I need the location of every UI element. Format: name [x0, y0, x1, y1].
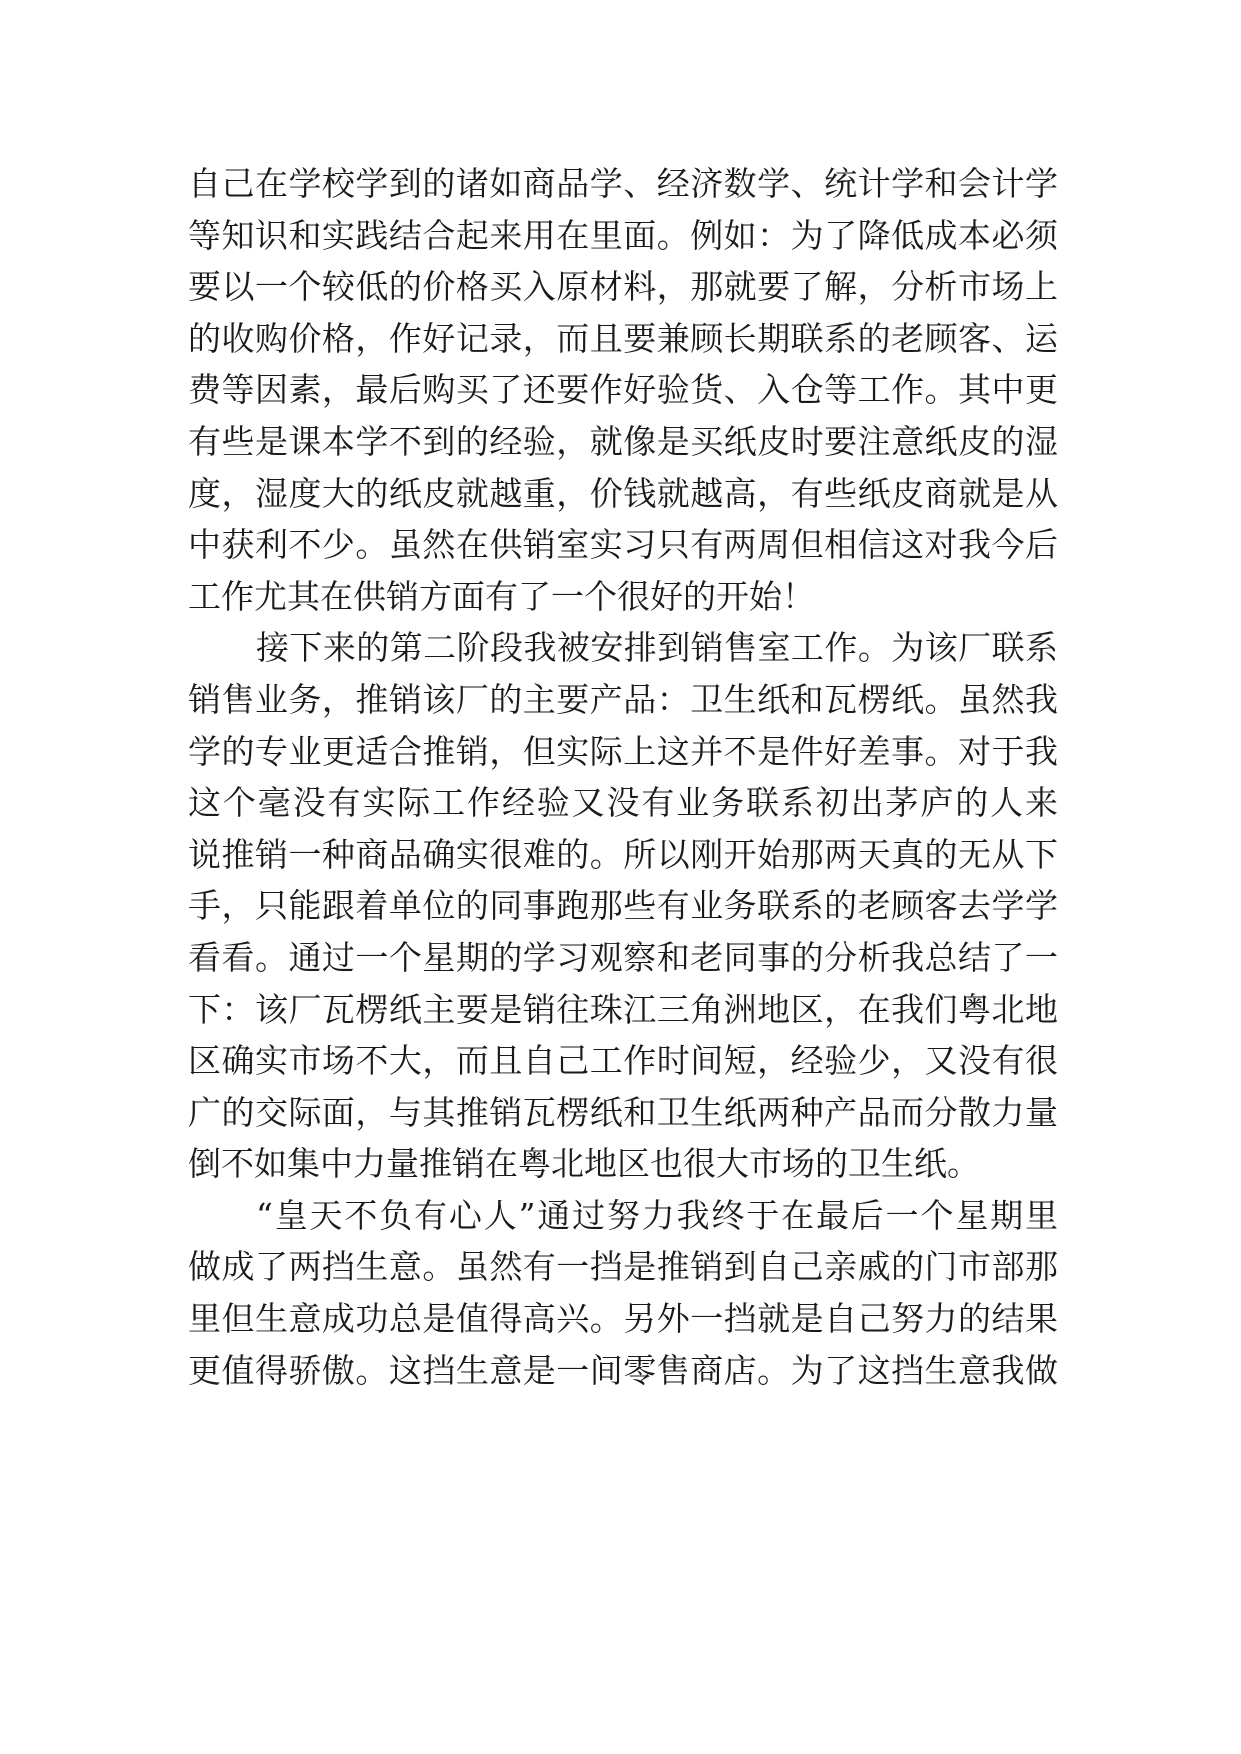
text-line: 等知识和实践结合起来用在里面。例如：为了降低成本必须: [188, 215, 1058, 255]
text-line: 广的交际面，与其推销瓦楞纸和卫生纸两种产品而分散力量: [188, 1092, 1058, 1132]
body-text: [188, 158, 1058, 1396]
text-line: 接下来的第二阶段我被安排到销售室工作。为该厂联系: [256, 628, 1058, 668]
text-line: 做成了两挡生意。虽然有一挡是推销到自己亲戚的门市部那: [188, 1247, 1058, 1287]
text-line: 工作尤其在供销方面有了一个很好的开始！: [188, 576, 815, 616]
text-line: “皇天不负有心人”通过努力我终于在最后一个星期里: [256, 1195, 1058, 1235]
text-line: 销售业务，推销该厂的主要产品：卫生纸和瓦楞纸。虽然我: [188, 679, 1058, 719]
text-line: 学的专业更适合推销，但实际上这并不是件好差事。对于我: [188, 731, 1058, 771]
text-line: 有些是课本学不到的经验，就像是买纸皮时要注意纸皮的湿: [188, 421, 1058, 461]
text-line: 里但生意成功总是值得高兴。另外一挡就是自己努力的结果: [188, 1299, 1058, 1339]
text-line: 下：该厂瓦楞纸主要是销往珠江三角洲地区，在我们粤北地: [188, 989, 1058, 1029]
text-line: 中获利不少。虽然在供销室实习只有两周但相信这对我今后: [188, 525, 1058, 565]
text-line: 看看。通过一个星期的学习观察和老同事的分析我总结了一: [188, 937, 1058, 977]
text-line: 说推销一种商品确实很难的。所以刚开始那两天真的无从下: [188, 834, 1058, 874]
text-line: 手，只能跟着单位的同事跑那些有业务联系的老顾客去学学: [188, 886, 1058, 926]
text-line: 度，湿度大的纸皮就越重，价钱就越高，有些纸皮商就是从: [188, 473, 1058, 513]
text-line: 倒不如集中力量推销在粤北地区也很大市场的卫生纸。: [188, 1144, 980, 1184]
text-line: 自己在学校学到的诸如商品学、经济数学、统计学和会计学: [188, 164, 1058, 203]
text-line: 更值得骄傲。这挡生意是一间零售商店。为了这挡生意我做: [188, 1350, 1058, 1390]
text-line: 区确实市场不大，而且自己工作时间短，经验少，又没有很: [188, 1041, 1058, 1081]
text-line: 费等因素，最后购买了还要作好验货、入仓等工作。其中更: [188, 370, 1058, 410]
text-line: 要以一个较低的价格买入原材料，那就要了解，分析市场上: [188, 267, 1058, 307]
text-line: 的收购价格，作好记录，而且要兼顾长期联系的老顾客、运: [188, 318, 1058, 358]
text-line: 这个毫没有实际工作经验又没有业务联系初出茅庐的人来: [188, 783, 1058, 823]
